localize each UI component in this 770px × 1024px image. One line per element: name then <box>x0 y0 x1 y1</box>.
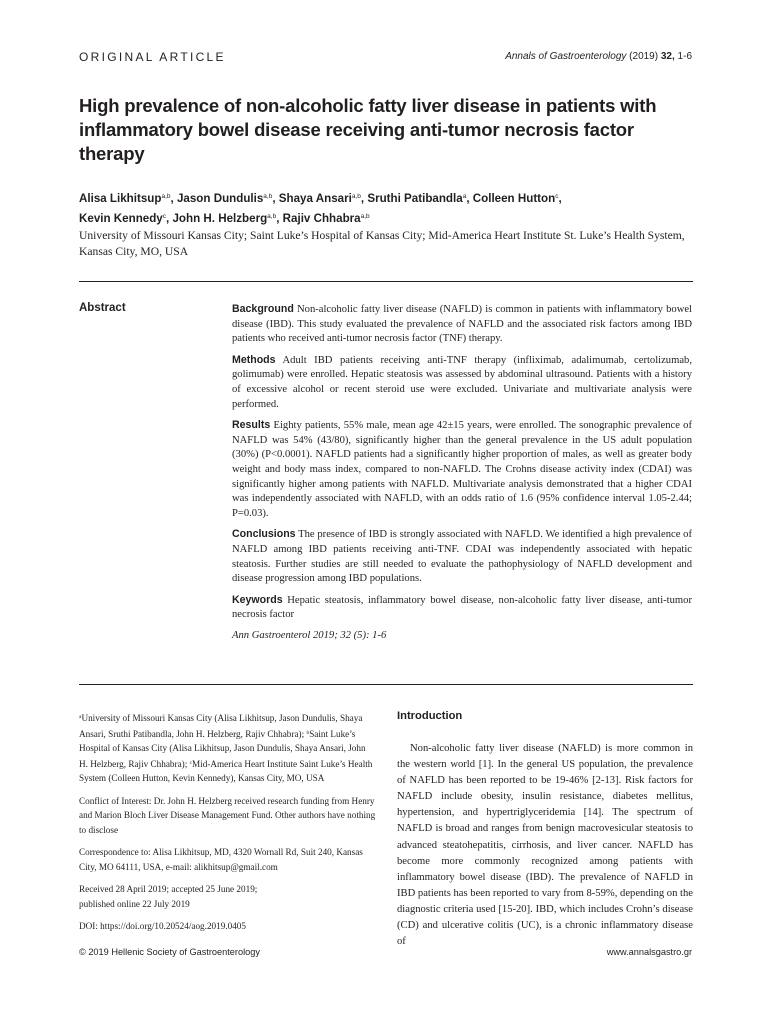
affiliation: University of Missouri Kansas City; Saint Luke’s Hospital of Kansas City; Mid-America Heart Institute St. Luke’s Health System, Kansas City, MO, USA <box>79 229 685 258</box>
author-affiliation-mark: a,b <box>351 193 361 200</box>
author-list <box>79 188 699 228</box>
divider-top <box>79 281 693 282</box>
published-date: published online 22 July 2019 <box>79 898 190 909</box>
abstract-keywords <box>232 593 692 623</box>
introduction-heading: Introduction <box>397 710 463 722</box>
correspondence: Correspondence to: Alisa Likhitsup, MD, 4320 Wornall Rd, Suit 240, Kansas City, MO 64111, USA, e-mail: alikhitsup@gmail.com <box>79 847 363 872</box>
author-name: Jason Dundulis <box>176 192 264 205</box>
introduction-body: Non-alcoholic fatty liver disease (NAFLD) is more common in the western world [1]. In the general US population, the prevalence of NAFLD has been reported to be 19-46% [2-13]. Risk factors for NAFLD include obesity, insulin resistance, diabetes mellitus, hypertension, and hypertriglyceridemia [14]. The spectrum of NAFLD is broad and ranges from benign macrovesicular steatosis to advanced steatohepatitis, cirrhosis, and liver cancer. NAFLD has become more commonly recognized among patients with inflammatory bowel disease (IBD). The prevalence of NAFLD in IBD patients has been reported to vary from 8-59%, depending on the diagnostic criteria used [15-20]. IBD, which includes Crohn’s disease (CD) and ulcerative colitis (UC), is a chronic inflammatory disease of <box>397 743 693 948</box>
journal-name: Annals of Gastroenterology <box>505 51 627 62</box>
author-separator: , <box>276 212 283 225</box>
results-heading: Results <box>232 419 271 432</box>
abstract-conclusions <box>232 527 692 586</box>
author-affiliation-mark: a,b <box>263 193 273 200</box>
author-name: Kevin Kennedy <box>79 212 163 225</box>
author-separator: , <box>170 192 177 205</box>
author-separator: , <box>166 212 173 225</box>
author-name: Colleen Hutton <box>472 192 556 205</box>
footnotes <box>79 710 376 942</box>
conclusions-text: The presence of IBD is strongly associated with NAFLD. We identified a high prevalence of NAFLD among IBD patients receiving anti-TNF. CDAI was independently associated with hepatic steatosis. Further studies are still needed to evaluate the pathophysiology of NAFLD development and disease progression among IBD populations. <box>232 529 692 585</box>
author-affiliation-mark: a,b <box>360 213 370 220</box>
author-separator: , <box>272 192 279 205</box>
conflict-of-interest: Conflict of Interest: Dr. John H. Helzberg received research funding from Henry and Marion Bloch Liver Disease Management Fund. Other authors have nothing to disclose <box>79 795 376 835</box>
conclusions-heading: Conclusions <box>232 528 296 541</box>
author-name: Alisa Likhitsup <box>79 192 162 205</box>
journal-volume: 32, <box>660 51 675 62</box>
section-label: ORIGINAL ARTICLE <box>79 50 226 64</box>
copyright: © 2019 Hellenic Society of Gastroenterology <box>79 947 260 957</box>
aff-a-mark: a <box>79 714 82 720</box>
aff-c-text: Mid-America Heart Institute Saint Luke’s Health System (Colleen Hutton, Kevin Kennedy), Kansas City, MO, USA <box>79 758 373 783</box>
aff-b-mark: b <box>306 729 310 736</box>
author-separator: , <box>466 192 473 205</box>
journal-pages: 1-6 <box>677 51 692 62</box>
divider-bottom <box>79 684 693 685</box>
background-text: Non-alcoholic fatty liver disease (NAFLD) is common in patients with inflammatory bowel disease (IBD). This study evaluated the prevalence of NAFLD and the associated risk factors among IBD patients who received anti-tumor necrosis factor (TNF) therapy. <box>232 304 693 345</box>
keywords-heading: Keywords <box>232 593 283 606</box>
doi: DOI: https://doi.org/10.20524/aog.2019.0405 <box>79 921 246 931</box>
website-link[interactable]: www.annalsgastro.gr <box>606 947 692 957</box>
journal-year: (2019) <box>629 51 659 62</box>
author-separator: , <box>360 192 368 205</box>
results-text: Eighty patients, 55% male, mean age 42±15 years, were enrolled. The sonographic prevalence of NAFLD was 54% (43/80), significantly higher than the general prevalence in the US adult population (30%) (P<0.0001). NAFLD patients had a significantly higher proportion of males, as well as greater body weight and body mass index, compared to non-NAFLD. The Crohns disease activity index (CDAI) was significantly higher among patients with NAFLD. Multivariate analysis demonstrated that a higher CDAI was independently associated with NAFLD, with an odds ratio of 1.6 (95% confidence interval 1.05-2.44; P=0.03). <box>232 420 692 519</box>
aff-c-mark: c <box>189 759 193 766</box>
footnote-affiliations <box>79 710 376 786</box>
author-name: Rajiv Chhabra <box>282 212 361 225</box>
author-affiliation-mark: c <box>555 193 559 200</box>
author-affiliation-mark: a <box>462 193 467 200</box>
abstract-body <box>232 302 692 649</box>
dates <box>79 882 376 911</box>
abstract-background <box>232 302 692 347</box>
abstract-label: Abstract <box>79 302 126 314</box>
methods-heading: Methods <box>232 353 276 366</box>
methods-text: Adult IBD patients receiving anti-TNF therapy (infliximab, adalimumab, certolizumab, golimumab) were enrolled. Hepatic steatosis was assessed by abdominal ultrasound. Patients with a history of excessive alcohol or recent steroid use were excluded. Univariate and multivariate analysis were performed. <box>232 354 692 410</box>
background-heading: Background <box>232 303 294 315</box>
journal-reference <box>505 51 692 62</box>
author-name: John H. Helzberg <box>172 212 268 225</box>
author-affiliation-mark: a,b <box>161 193 171 200</box>
received-date: Received 28 April 2019; accepted 25 June 2019; <box>79 884 258 894</box>
author-affiliation-mark: c <box>162 213 167 220</box>
author-separator: , <box>558 192 562 205</box>
abstract-methods <box>232 353 692 412</box>
keywords-text: Hepatic steatosis, inflammatory bowel disease, non-alcoholic fatty liver disease, anti-tumor necrosis factor <box>232 594 692 621</box>
author-affiliation-mark: a,b <box>267 213 277 220</box>
abstract-citation: Ann Gastroenterol 2019; 32 (5): 1-6 <box>232 629 387 641</box>
author-name: Shaya Ansari <box>278 192 352 205</box>
abstract-results <box>232 418 692 521</box>
aff-a-text: University of Missouri Kansas City (Alisa Likhitsup, Jason Dundulis, Shaya Ansari, Sruthi Patibandla, John H. Helzberg, Rajiv Chhabra); <box>79 713 363 739</box>
author-name: Sruthi Patibandla <box>367 192 463 205</box>
article-title: High prevalence of non-alcoholic fatty liver disease in patients with inflammatory bowel disease receiving anti-tumor necrosis factor therapy <box>79 95 657 164</box>
aff-b-text: Saint Luke’s Hospital of Kansas City (Alisa Likhitsup, Jason Dundulis, Shaya Ansari, John H. Helzberg, Rajiv Chhabra); <box>79 728 366 769</box>
